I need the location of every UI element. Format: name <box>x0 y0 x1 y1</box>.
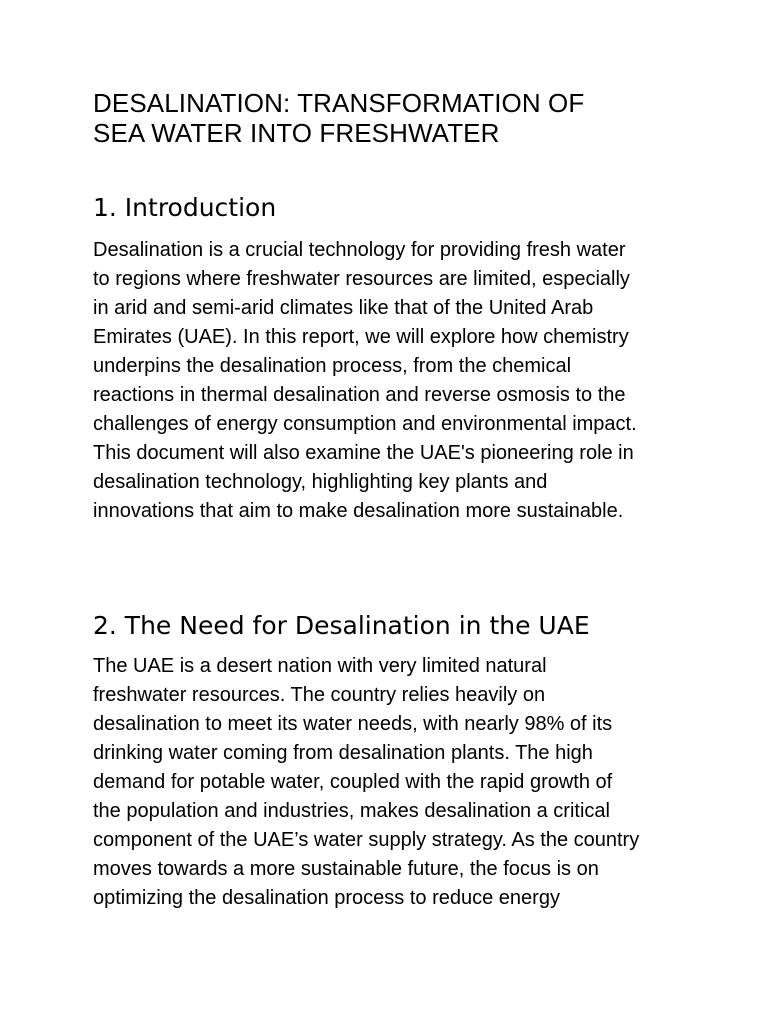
paragraph-line: drinking water coming from desalination plants. The high <box>93 742 593 764</box>
paragraph-line: desalination to meet its water needs, with nearly 98% of its <box>93 713 613 735</box>
paragraph-line: the population and industries, makes desalination a critical <box>93 800 610 822</box>
paragraph-line: reactions in thermal desalination and reverse osmosis to the <box>93 384 626 406</box>
title-line: SEA WATER INTO FRESHWATER <box>93 118 500 148</box>
paragraph-line: underpins the desalination process, from the chemical <box>93 355 572 377</box>
paragraph-line: innovations that aim to make desalination more sustainable. <box>93 500 624 522</box>
paragraph-line: freshwater resources. The country relies heavily on <box>93 684 546 706</box>
paragraph-line: Emirates (UAE). In this report, we will explore how chemistry <box>93 326 629 348</box>
document-title <box>93 88 693 148</box>
paragraph-line: desalination technology, highlighting key plants and <box>93 471 548 493</box>
paragraph-line: demand for potable water, coupled with the rapid growth of <box>93 771 613 793</box>
section-heading-need-for-desalination: 2. The Need for Desalination in the UAE <box>93 611 590 640</box>
need-for-desalination-paragraph <box>93 652 693 913</box>
paragraph-line: moves towards a more sustainable future, the focus is on <box>93 858 599 880</box>
introduction-paragraph <box>93 236 693 526</box>
paragraph-line: in arid and semi-arid climates like that of the United Arab <box>93 297 594 319</box>
title-line: DESALINATION: TRANSFORMATION OF <box>93 88 585 118</box>
paragraph-line: Desalination is a crucial technology for providing fresh water <box>93 239 626 261</box>
paragraph-line: component of the UAE’s water supply strategy. As the country <box>93 829 640 851</box>
paragraph-line: to regions where freshwater resources are limited, especially <box>93 268 630 290</box>
paragraph-line: The UAE is a desert nation with very limited natural <box>93 655 547 677</box>
section-heading-introduction: 1. Introduction <box>93 193 277 222</box>
paragraph-line: This document will also examine the UAE's pioneering role in <box>93 442 634 464</box>
paragraph-line: optimizing the desalination process to reduce energy <box>93 887 560 909</box>
paragraph-line: challenges of energy consumption and environmental impact. <box>93 413 637 435</box>
